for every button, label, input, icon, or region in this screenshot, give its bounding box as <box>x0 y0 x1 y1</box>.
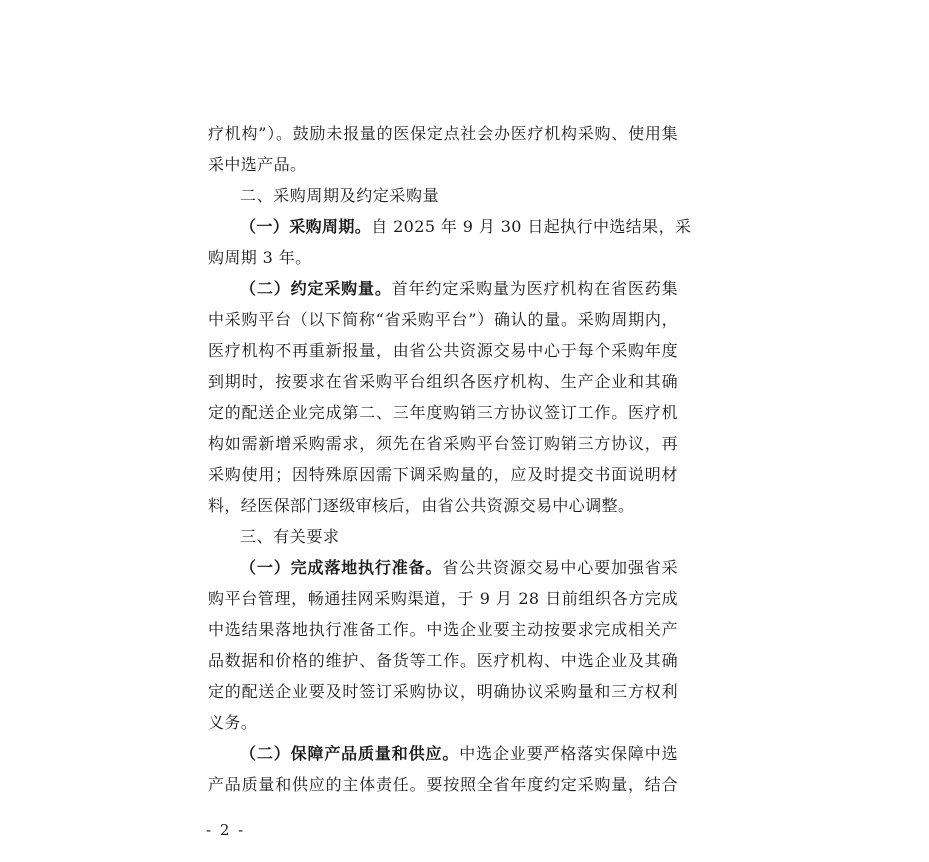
subsection-lead: （一）完成落地执行准备。 <box>240 558 443 577</box>
text-line: 义务。 <box>208 713 258 732</box>
text-line: 定的配送企业要及时签订采购协议，明确协议采购量和三方权利 <box>208 682 678 701</box>
text-line: 构如需新增采购需求，须先在省采购平台签订购销三方协议，再 <box>208 434 678 453</box>
text-line: 购平台管理，畅通挂网采购渠道，于 9 月 28 日前组织各方完成 <box>208 589 678 608</box>
text-line <box>240 558 678 578</box>
text-line <box>240 217 692 237</box>
text-line: 中采购平台（以下简称“省采购平台”）确认的量。采购周期内， <box>208 310 678 329</box>
text-line: 品数据和价格的维护、备货等工作。医疗机构、中选企业及其确 <box>208 651 678 670</box>
text-span: 中选企业要严格落实保障中选 <box>459 744 678 763</box>
text-line: 中选结果落地执行准备工作。中选企业要主动按要求完成相关产 <box>208 620 678 639</box>
text-line <box>240 279 678 299</box>
text-line: 疗机构”）。鼓励未报量的医保定点社会办医疗机构采购、使用集 <box>208 124 678 143</box>
text-line: 采购使用；因特殊原因需下调采购量的，应及时提交书面说明材 <box>208 465 678 484</box>
text-line <box>240 744 678 764</box>
subsection-lead: （一）采购周期。 <box>240 217 372 236</box>
text-span: 省公共资源交易中心要加强省采 <box>442 558 678 577</box>
subsection-lead: （二）保障产品质量和供应。 <box>240 744 460 763</box>
text-line: 定的配送企业完成第二、三年度购销三方协议签订工作。医疗机 <box>208 403 678 422</box>
text-span: 自 2025 年 9 月 30 日起执行中选结果，采 <box>371 217 692 236</box>
text-span: 首年约定采购量为医疗机构在省医药集 <box>391 279 678 298</box>
text-line: 到期时，按要求在省采购平台组织各医疗机构、生产企业和其确 <box>208 372 678 391</box>
text-line: 料，经医保部门逐级审核后，由省公共资源交易中心调整。 <box>208 496 635 515</box>
text-line: 购周期 3 年。 <box>208 248 312 267</box>
text-line: 医疗机构不再重新报量，由省公共资源交易中心于每个采购年度 <box>208 341 678 360</box>
text-line: 产品质量和供应的主体责任。要按照全省年度约定采购量，结合 <box>208 775 678 794</box>
page-number: - 2 - <box>206 821 246 839</box>
text-line: 采中选产品。 <box>208 155 307 174</box>
section-heading: 二、采购周期及约定采购量 <box>240 186 440 205</box>
subsection-lead: （二）约定采购量。 <box>240 279 392 298</box>
section-heading: 三、有关要求 <box>240 527 340 546</box>
